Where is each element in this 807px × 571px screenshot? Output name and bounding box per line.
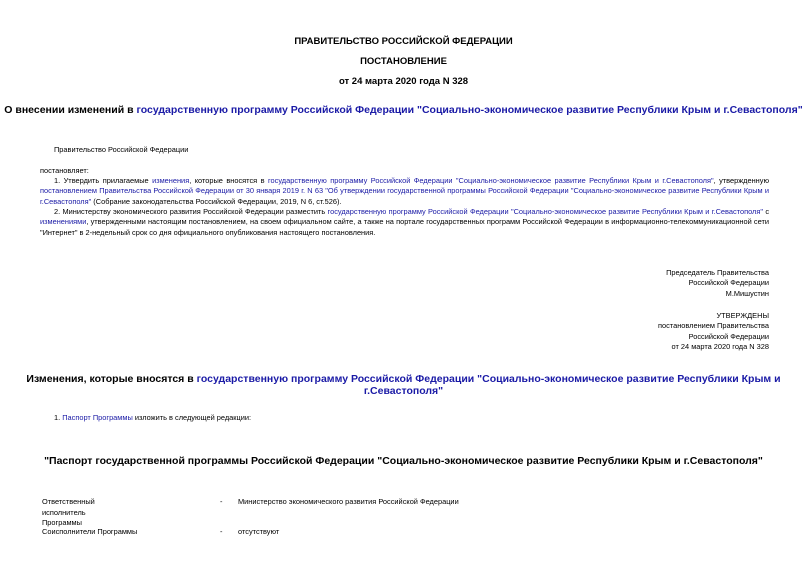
title-prefix: О внесении изменений в [4,104,137,116]
resolution-link[interactable]: постановлением Правительства Российской Федерации от 30 января 2019 г. N 63 "Об утверждении государственной программы Российской Федерации "Социально-экономическое развитие Республики Крым и г.Севастополя" [40,186,769,206]
changes-title: Изменения, которые вносятся в государственную программу Российской Федерации "Социально-экономическое развитие Республики Крым и г.Севастополя" [26,373,781,397]
row-1-label: Ответственный исполнитель Программы [42,497,95,527]
date-number-heading: от 24 марта 2020 года N 328 [338,76,469,87]
passport-link[interactable]: Паспорт Программы [62,413,133,422]
document-title [0,104,807,116]
paragraph-2: 2. Министерству экономического развития Российской Федерации разместить государственную программу Российской Федерации "Социально-экономическое развитие Республики Крым и г.Севастополя" с изменениями, утвержденными настоящим постановлением, на своем официальном сайте, а также на портале государственных программ Российской Федерации в информационно-телекоммуникационной сети "Интернет" в 2-недельный срок со дня официального опубликования настоящего постановления. [40,207,770,237]
approved-heading: УТВЕРЖДЕНЫ [716,311,769,320]
decree-word: постановляет: [40,166,89,175]
change-item-1: 1. Паспорт Программы изложить в следующей редакции: [54,413,252,422]
row-2-value: отсутствуют [238,527,280,536]
signature-position: Председатель Правительства [666,268,769,277]
program-link[interactable]: государственную программу Российской Федерации "Социально-экономическое развитие Республики Крым и г.Севастополя" [268,176,714,185]
signature-block [549,268,769,299]
row-2-label: Соисполнители Программы [42,527,138,536]
passport-title: "Паспорт государственной программы Российской Федерации "Социально-экономическое развитие Республики Крым и г.Севастополя" [44,455,763,467]
changes-link[interactable]: изменения [152,176,190,185]
changes-link-2[interactable]: изменениями [40,217,87,227]
intro-text: Правительство Российской Федерации [54,145,189,154]
row-1-value: Министерство экономического развития Российской Федерации [238,497,459,506]
row-1-dash: - [220,497,223,506]
signature-name: М.Мишустин [725,288,769,298]
doc-type-heading: ПОСТАНОВЛЕНИЕ [360,56,447,67]
changes-program-link[interactable]: государственную программу Российской Федерации "Социально-экономическое развитие Республики Крым и г.Севастополя" [196,373,781,397]
signature-org: Российской Федерации [688,278,769,288]
paragraph-1: 1. Утвердить прилагаемые изменения, которые вносятся в государственную программу Российской Федерации "Социально-экономическое развитие Республики Крым и г.Севастополя", утвержденную постановлением Правительства Российской Федерации от 30 января 2019 г. N 63 "Об утверждении государственной программы Российской Федерации "Социально-экономическое развитие Республики Крым и г.Севастополя" (Собрание законодательства Российской Федерации, 2019, N 6, ст.526). [40,176,770,206]
row-2-dash: - [220,527,223,536]
program-link-2[interactable]: государственную программу Российской Федерации "Социально-экономическое развитие Республики Крым и г.Севастополя" [327,207,763,216]
approved-block: УТВЕРЖДЕНЫ постановлением Правительства Российской Федерации от 24 марта 2020 года N 328 [549,311,769,353]
title-program-link[interactable]: государственную программу Российской Федерации "Социально-экономическое развитие Республики Крым и г.Севастополя" [136,104,803,116]
government-heading: ПРАВИТЕЛЬСТВО РОССИЙСКОЙ ФЕДЕРАЦИИ [294,36,513,47]
